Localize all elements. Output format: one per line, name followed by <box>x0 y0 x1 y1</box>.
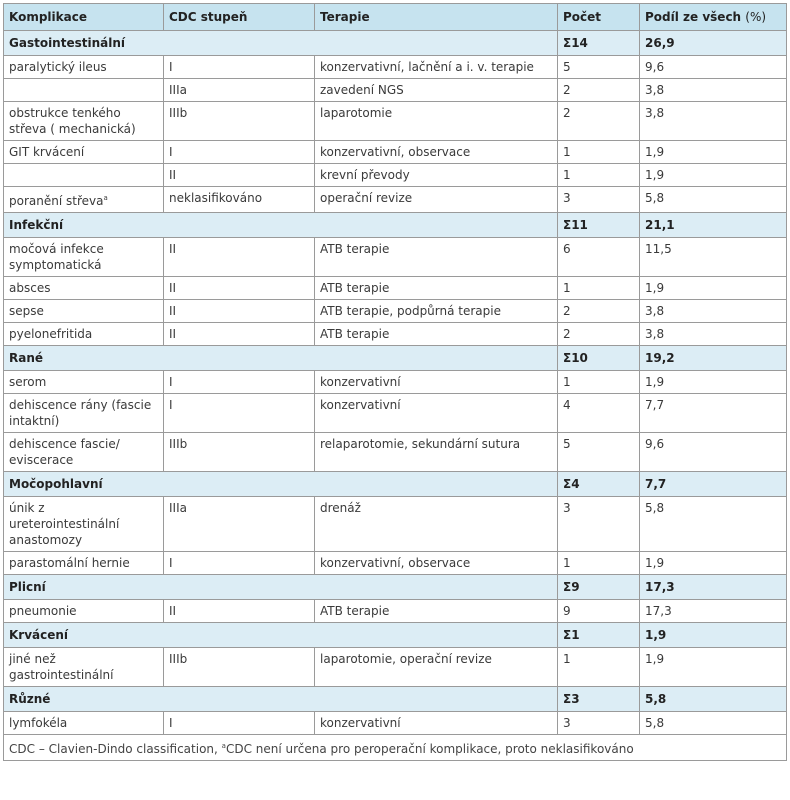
table-row <box>4 648 787 687</box>
komplikace-text: lymfokéla <box>9 716 68 730</box>
table-row <box>4 323 787 346</box>
cell-pocet: 2 <box>558 323 640 346</box>
table-row <box>4 600 787 623</box>
cell-podil: 1,9 <box>640 277 787 300</box>
group-sum: Σ10 <box>558 346 640 371</box>
group-percent: 19,2 <box>640 346 787 371</box>
group-percent: 1,9 <box>640 623 787 648</box>
cell-podil: 1,9 <box>640 141 787 164</box>
cell-pocet: 2 <box>558 300 640 323</box>
cell-terapie: ATB terapie <box>315 277 558 300</box>
cell-terapie: operační revize <box>315 187 558 213</box>
cell-pocet: 3 <box>558 497 640 552</box>
group-sum: Σ1 <box>558 623 640 648</box>
cell-terapie: laparotomie <box>315 102 558 141</box>
cell-cdc-stupen: IIIb <box>164 648 315 687</box>
table-row <box>4 277 787 300</box>
group-name: Krvácení <box>4 623 558 648</box>
group-row <box>4 346 787 371</box>
cell-terapie: konzervativní <box>315 712 558 735</box>
cell-podil: 3,8 <box>640 102 787 141</box>
group-percent: 17,3 <box>640 575 787 600</box>
cell-pocet: 1 <box>558 552 640 575</box>
footnote-sup: a <box>221 742 226 750</box>
cell-cdc-stupen: II <box>164 600 315 623</box>
table-body <box>4 31 787 735</box>
table-row <box>4 56 787 79</box>
table-row <box>4 141 787 164</box>
footnote-row <box>4 735 787 761</box>
cell-pocet: 1 <box>558 648 640 687</box>
cell-podil: 17,3 <box>640 600 787 623</box>
cell-pocet: 1 <box>558 141 640 164</box>
cell-cdc-stupen: IIIb <box>164 102 315 141</box>
header-podil <box>640 4 787 31</box>
header-terapie: Terapie <box>315 4 558 31</box>
cell-cdc-stupen: I <box>164 552 315 575</box>
cell-cdc-stupen: II <box>164 164 315 187</box>
cell-cdc-stupen: neklasifikováno <box>164 187 315 213</box>
cell-podil: 9,6 <box>640 433 787 472</box>
group-row <box>4 31 787 56</box>
cell-komplikace <box>4 497 164 552</box>
cell-komplikace <box>4 102 164 141</box>
cell-podil: 5,8 <box>640 497 787 552</box>
group-percent: 5,8 <box>640 687 787 712</box>
komplikace-text: GIT krvácení <box>9 145 85 159</box>
komplikace-text: obstrukce tenkého střeva ( mechanická) <box>9 106 136 136</box>
cell-cdc-stupen: I <box>164 394 315 433</box>
table-row <box>4 102 787 141</box>
cell-cdc-stupen: I <box>164 141 315 164</box>
footnote-text-b: CDC není určena pro peroperační komplikace, proto neklasifikováno <box>225 742 634 756</box>
cell-terapie: ATB terapie <box>315 600 558 623</box>
group-row <box>4 472 787 497</box>
group-name: Gastointestinální <box>4 31 558 56</box>
cell-cdc-stupen: II <box>164 300 315 323</box>
cell-podil: 1,9 <box>640 164 787 187</box>
komplikace-text: pyelonefritida <box>9 327 93 341</box>
cell-podil: 5,8 <box>640 712 787 735</box>
table-row <box>4 712 787 735</box>
cell-podil: 3,8 <box>640 323 787 346</box>
komplikace-text: absces <box>9 281 51 295</box>
table-row <box>4 164 787 187</box>
group-name: Infekční <box>4 213 558 238</box>
cell-komplikace <box>4 187 164 213</box>
header-row <box>4 4 787 31</box>
group-percent: 7,7 <box>640 472 787 497</box>
komplikace-text: únik z ureterointestinální anastomozy <box>9 501 120 547</box>
cell-podil: 11,5 <box>640 238 787 277</box>
cell-pocet: 3 <box>558 187 640 213</box>
komplikace-text: serom <box>9 375 47 389</box>
cell-komplikace <box>4 552 164 575</box>
komplikace-text: parastomální hernie <box>9 556 130 570</box>
cell-komplikace <box>4 600 164 623</box>
header-podil-label: Podíl ze všech <box>645 10 742 24</box>
cell-pocet: 2 <box>558 102 640 141</box>
cell-terapie: ATB terapie <box>315 323 558 346</box>
footnote-marker: a <box>103 194 108 202</box>
table-row <box>4 187 787 213</box>
table-row <box>4 238 787 277</box>
cell-komplikace <box>4 371 164 394</box>
cell-cdc-stupen: II <box>164 238 315 277</box>
cell-komplikace <box>4 56 164 79</box>
header-pocet: Počet <box>558 4 640 31</box>
cell-terapie: konzervativní <box>315 371 558 394</box>
group-sum: Σ3 <box>558 687 640 712</box>
group-sum: Σ11 <box>558 213 640 238</box>
group-row <box>4 687 787 712</box>
cell-cdc-stupen: I <box>164 712 315 735</box>
cell-terapie: konzervativní, observace <box>315 552 558 575</box>
cell-komplikace <box>4 238 164 277</box>
table-row <box>4 79 787 102</box>
group-sum: Σ9 <box>558 575 640 600</box>
cell-terapie: konzervativní, observace <box>315 141 558 164</box>
table-row <box>4 433 787 472</box>
cell-podil: 7,7 <box>640 394 787 433</box>
cell-komplikace <box>4 300 164 323</box>
cell-podil: 3,8 <box>640 300 787 323</box>
cell-cdc-stupen: IIIb <box>164 433 315 472</box>
header-podil-unit: (%) <box>745 10 767 24</box>
table-row <box>4 300 787 323</box>
komplikace-text: močová infekce symptomatická <box>9 242 104 272</box>
cell-pocet: 5 <box>558 56 640 79</box>
group-row <box>4 213 787 238</box>
group-row <box>4 623 787 648</box>
komplikace-text: sepse <box>9 304 44 318</box>
cell-terapie: laparotomie, operační revize <box>315 648 558 687</box>
complications-table <box>3 3 787 761</box>
group-percent: 26,9 <box>640 31 787 56</box>
cell-terapie: relaparotomie, sekundární sutura <box>315 433 558 472</box>
cell-terapie: drenáž <box>315 497 558 552</box>
cell-pocet: 6 <box>558 238 640 277</box>
group-name: Plicní <box>4 575 558 600</box>
cell-podil: 1,9 <box>640 552 787 575</box>
table-row <box>4 394 787 433</box>
cell-pocet: 5 <box>558 433 640 472</box>
cell-podil: 1,9 <box>640 371 787 394</box>
cell-komplikace <box>4 277 164 300</box>
group-name: Močopohlavní <box>4 472 558 497</box>
cell-pocet: 1 <box>558 277 640 300</box>
table-row <box>4 371 787 394</box>
group-name: Rané <box>4 346 558 371</box>
cell-terapie: ATB terapie, podpůrná terapie <box>315 300 558 323</box>
cell-pocet: 4 <box>558 394 640 433</box>
cell-terapie: krevní převody <box>315 164 558 187</box>
cell-pocet: 2 <box>558 79 640 102</box>
komplikace-text: dehiscence rány (fascie intaktní) <box>9 398 152 428</box>
group-name: Různé <box>4 687 558 712</box>
cell-terapie: konzervativní, lačnění a i. v. terapie <box>315 56 558 79</box>
cell-podil: 3,8 <box>640 79 787 102</box>
cell-cdc-stupen: IIIa <box>164 497 315 552</box>
footnote-text-a: CDC – Clavien-Dindo classification, <box>9 742 222 756</box>
komplikace-text: poranění střeva <box>9 194 104 208</box>
cell-komplikace <box>4 141 164 164</box>
cell-komplikace <box>4 323 164 346</box>
komplikace-text: jiné než gastrointestinální <box>9 652 114 682</box>
cell-pocet: 3 <box>558 712 640 735</box>
cell-cdc-stupen: IIIa <box>164 79 315 102</box>
table-row <box>4 552 787 575</box>
cell-komplikace <box>4 394 164 433</box>
komplikace-text: dehiscence fascie/ eviscerace <box>9 437 120 467</box>
komplikace-text: paralytický ileus <box>9 60 107 74</box>
cell-terapie: ATB terapie <box>315 238 558 277</box>
cell-cdc-stupen: II <box>164 323 315 346</box>
header-komplikace: Komplikace <box>4 4 164 31</box>
cell-cdc-stupen: I <box>164 56 315 79</box>
komplikace-text: pneumonie <box>9 604 77 618</box>
group-percent: 21,1 <box>640 213 787 238</box>
cell-podil: 1,9 <box>640 648 787 687</box>
cell-pocet: 1 <box>558 164 640 187</box>
cell-komplikace <box>4 712 164 735</box>
cell-komplikace <box>4 648 164 687</box>
cell-komplikace <box>4 433 164 472</box>
cell-pocet: 1 <box>558 371 640 394</box>
cell-cdc-stupen: I <box>164 371 315 394</box>
cell-cdc-stupen: II <box>164 277 315 300</box>
group-sum: Σ14 <box>558 31 640 56</box>
header-cdc-stupen: CDC stupeň <box>164 4 315 31</box>
cell-komplikace <box>4 79 164 102</box>
table-row <box>4 497 787 552</box>
cell-terapie: konzervativní <box>315 394 558 433</box>
cell-podil: 9,6 <box>640 56 787 79</box>
footnote <box>4 735 787 761</box>
cell-terapie: zavedení NGS <box>315 79 558 102</box>
group-row <box>4 575 787 600</box>
cell-pocet: 9 <box>558 600 640 623</box>
cell-komplikace <box>4 164 164 187</box>
group-sum: Σ4 <box>558 472 640 497</box>
cell-podil: 5,8 <box>640 187 787 213</box>
